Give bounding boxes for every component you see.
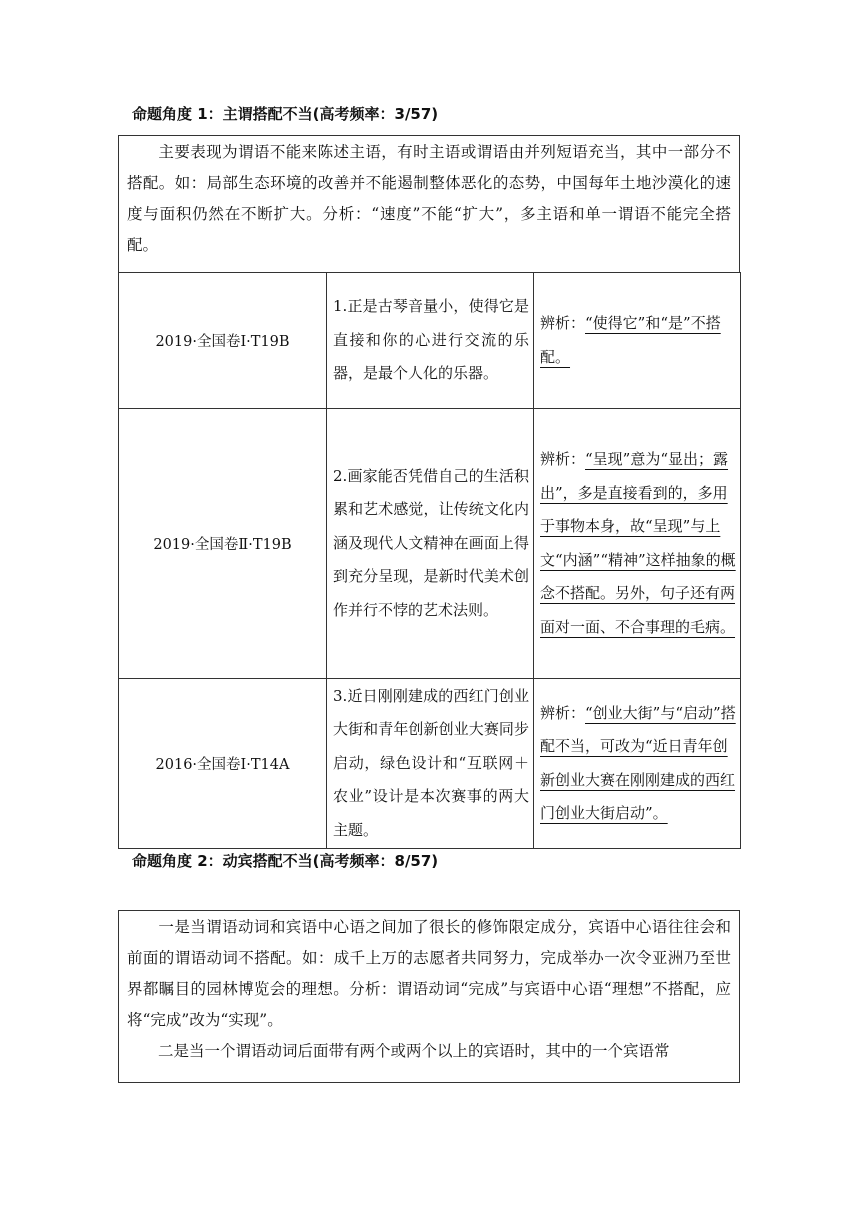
section-1-intro-box (118, 135, 740, 273)
section-2-para-1-text: 一是当谓语动词和宾语中心语之间加了很长的修饰限定成分，宾语中心语往往会和前面的谓语动词不搭配。如：成千上万的志愿者共同努力，完成举办一次令亚洲乃至世界都瞩目的园林博览会的理想。分析：谓语动词“完成”与宾语中心语“理想”不搭配，应将“完成”改为“实现”。 (127, 918, 731, 1029)
section-2-box (118, 910, 740, 1083)
sentence-cell: 1.正是古琴音量小，使得它是直接和你的心进行交流的乐器，是最个人化的乐器。 (327, 273, 534, 409)
table-row (119, 409, 741, 679)
section-2-para-2-text: 二是当一个谓语动词后面带有两个或两个以上的宾语时，其中的一个宾语常 (158, 1042, 670, 1060)
sentence-cell: 3.近日刚刚建成的西红门创业大街和青年创新创业大赛同步启动，绿色设计和“互联网＋农业”设计是本次赛事的两大主题。 (327, 679, 534, 849)
section-2-para-2 (119, 1036, 739, 1067)
analysis-label: 辨析： (540, 314, 586, 332)
source-cell: 2019·全国卷Ⅱ·T19B (119, 409, 327, 679)
analysis-label: 辨析： (540, 703, 586, 722)
sentence-cell: 2.画家能否凭借自己的生活积累和艺术感觉，让传统文化内涵及现代人文精神在画面上得到充分呈现，是新时代美术创作并行不悖的艺术法则。 (327, 409, 534, 679)
section-1-intro (119, 136, 739, 261)
analysis-cell (534, 273, 741, 409)
section-2-para-1 (119, 911, 739, 1036)
table-row (119, 273, 741, 409)
analysis-text: “呈现”意为“显出；露出”，多是直接看到的，多用于事物本身，故“呈现”与上文“内涵”“精神”这样抽象的概念不搭配。另外，句子还有两面对一面、不合事理的毛病。 (540, 450, 736, 636)
analysis-text: “创业大街”与“启动”搭配不当，可改为“近日青年创新创业大赛在刚刚建成的西红门创业大街启动”。 (540, 703, 736, 822)
analysis-cell (534, 409, 741, 679)
analysis-cell (534, 679, 741, 849)
section-1-heading: 命题角度 1：主谓搭配不当(高考频率：3/57) (132, 105, 439, 123)
analysis-label: 辨析： (540, 450, 586, 468)
table-row (119, 679, 741, 849)
section-2-heading: 命题角度 2：动宾搭配不当(高考频率：8/57) (132, 852, 439, 870)
source-cell: 2016·全国卷Ⅰ·T14A (119, 679, 327, 849)
analysis-text: “使得它”和“是”不搭配。 (540, 314, 721, 366)
section-1-intro-text: 主要表现为谓语不能来陈述主语，有时主语或谓语由并列短语充当，其中一部分不搭配。如：局部生态环境的改善并不能遏制整体恶化的态势，中国每年土地沙漠化的速度与面积仍然在不断扩大。分析：“速度”不能“扩大”，多主语和单一谓语不能完全搭配。 (127, 143, 731, 254)
examples-table (118, 272, 741, 849)
source-cell: 2019·全国卷Ⅰ·T19B (119, 273, 327, 409)
